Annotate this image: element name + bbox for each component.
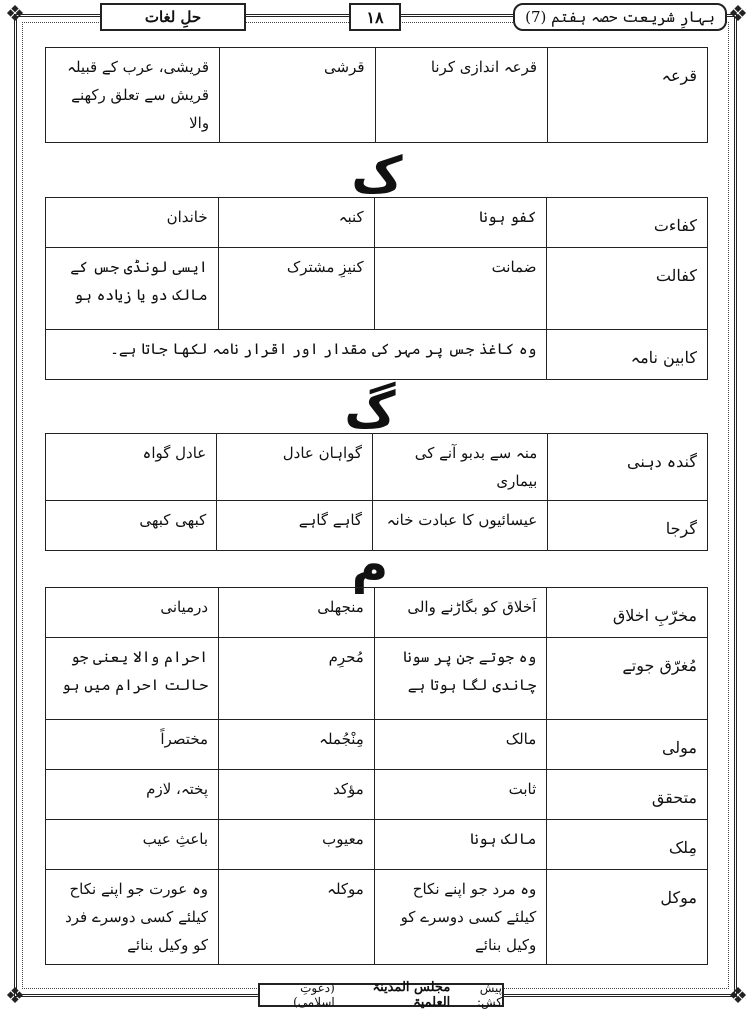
- glossary-meaning: قریشی، عرب کے قبیلہ قریش سے تعلق رکھنے والا: [46, 48, 220, 143]
- section-letter: ک: [351, 146, 403, 204]
- section-letter: م: [351, 536, 389, 594]
- publisher-footer: [258, 980, 504, 1010]
- glossary-meaning: وہ عورت جو اپنے نکاح کیلئے کسی دوسرے فرد کو وکیل بنائے: [46, 870, 219, 965]
- glossary-meaning: قرعہ اندازی کرنا: [375, 48, 548, 143]
- table-row: [46, 770, 708, 820]
- glossary-word: کفاءت: [547, 198, 708, 248]
- glossary-word: گندہ دہنی: [548, 434, 708, 501]
- table-row: [46, 330, 708, 380]
- glossary-word: منجھلی: [219, 588, 375, 638]
- glossary-meaning: پختہ، لازم: [46, 770, 219, 820]
- glossary-word: گواہان عادل: [217, 434, 373, 501]
- glossary-meaning: باعثِ عیب: [46, 820, 219, 870]
- table-row: [46, 870, 708, 965]
- glossary-table: [45, 587, 708, 965]
- glossary-word: معیوب: [219, 820, 375, 870]
- table-row: [46, 434, 708, 501]
- corner-ornament-icon: ❖: [728, 2, 748, 27]
- table-row: [46, 48, 708, 143]
- table-row: [46, 198, 708, 248]
- glossary-meaning: مختصراً: [46, 720, 219, 770]
- table-row: [46, 720, 708, 770]
- glossary-word: کفالت: [547, 248, 708, 330]
- glossary-word: گرجا: [548, 501, 708, 551]
- glossary-meaning: وہ کاغذ جس پر مہر کی مقدار اور اقرار نامہ لکھا جاتا ہے۔: [46, 330, 547, 380]
- glossary-word: مُغرّق جوتے: [547, 638, 708, 720]
- glossary-word: قرعہ: [548, 48, 708, 143]
- corner-ornament-icon: ❖: [728, 984, 748, 1009]
- glossary-meaning: ثابت: [374, 770, 546, 820]
- glossary-word: مِلک: [547, 820, 708, 870]
- glossary-word: موکل: [547, 870, 708, 965]
- page-number: ۱۸: [349, 3, 401, 31]
- glossary-word: کنبہ: [218, 198, 374, 248]
- glossary-meaning: کفو ہونا: [374, 198, 547, 248]
- glossary-meaning: احرام والا یعنی جو حالت احرام میں ہو: [46, 638, 219, 720]
- section-title: حلِ لغات: [100, 3, 246, 31]
- table-row: [46, 248, 708, 330]
- glossary-meaning: مالک: [374, 720, 546, 770]
- glossary-table: [45, 433, 708, 551]
- footer-organization: مجلس المدینۃ العلمیۃ: [372, 980, 451, 1010]
- glossary-meaning: وہ جوتے جن پر سونا چاندی لگا ہوتا ہے: [374, 638, 546, 720]
- glossary-word: مُحرِم: [219, 638, 375, 720]
- table-row: [46, 588, 708, 638]
- glossary-meaning: منہ سے بدبو آنے کی بیماری: [373, 434, 548, 501]
- book-title: بہارِ شریعت حصہ ہفتم (7): [513, 3, 727, 31]
- glossary-meaning: خاندان: [46, 198, 219, 248]
- glossary-word: مؤکد: [219, 770, 375, 820]
- glossary-word: مولی: [547, 720, 708, 770]
- glossary-word: مِنْجُملہ: [219, 720, 375, 770]
- glossary-meaning: مالک ہونا: [374, 820, 546, 870]
- glossary-meaning: ضمانت: [374, 248, 547, 330]
- footer-prefix: پیش کش:: [476, 981, 502, 1009]
- section-letter: گ: [344, 381, 396, 439]
- glossary-table: [45, 47, 708, 143]
- glossary-word: متحقق: [547, 770, 708, 820]
- corner-ornament-icon: ❖: [5, 2, 25, 27]
- corner-ornament-icon: ❖: [5, 984, 25, 1009]
- glossary-meaning: ایسی لونڈی جس کے مالک دو یا زیادہ ہو: [46, 248, 219, 330]
- glossary-word: کنیزِ مشترک: [218, 248, 374, 330]
- glossary-meaning: عادل گواہ: [46, 434, 217, 501]
- glossary-meaning: درمیانی: [46, 588, 219, 638]
- glossary-word: گاہے گاہے: [217, 501, 373, 551]
- glossary-meaning: وہ مرد جو اپنے نکاح کیلئے کسی دوسرے کو وکیل بنائے: [374, 870, 546, 965]
- glossary-word: مخرّبِ اخلاق: [547, 588, 708, 638]
- glossary-word: قرشی: [220, 48, 376, 143]
- glossary-table: [45, 197, 708, 380]
- glossary-meaning: کبھی کبھی: [46, 501, 217, 551]
- glossary-word: موکلہ: [219, 870, 375, 965]
- glossary-meaning: اَخلاق کو بگاڑنے والی: [374, 588, 546, 638]
- footer-suffix: (دعوتِ اسلامی): [293, 981, 335, 1009]
- glossary-word: کابین نامہ: [547, 330, 708, 380]
- table-row: [46, 638, 708, 720]
- glossary-meaning: عیسائیوں کا عبادت خانہ: [373, 501, 548, 551]
- table-row: [46, 820, 708, 870]
